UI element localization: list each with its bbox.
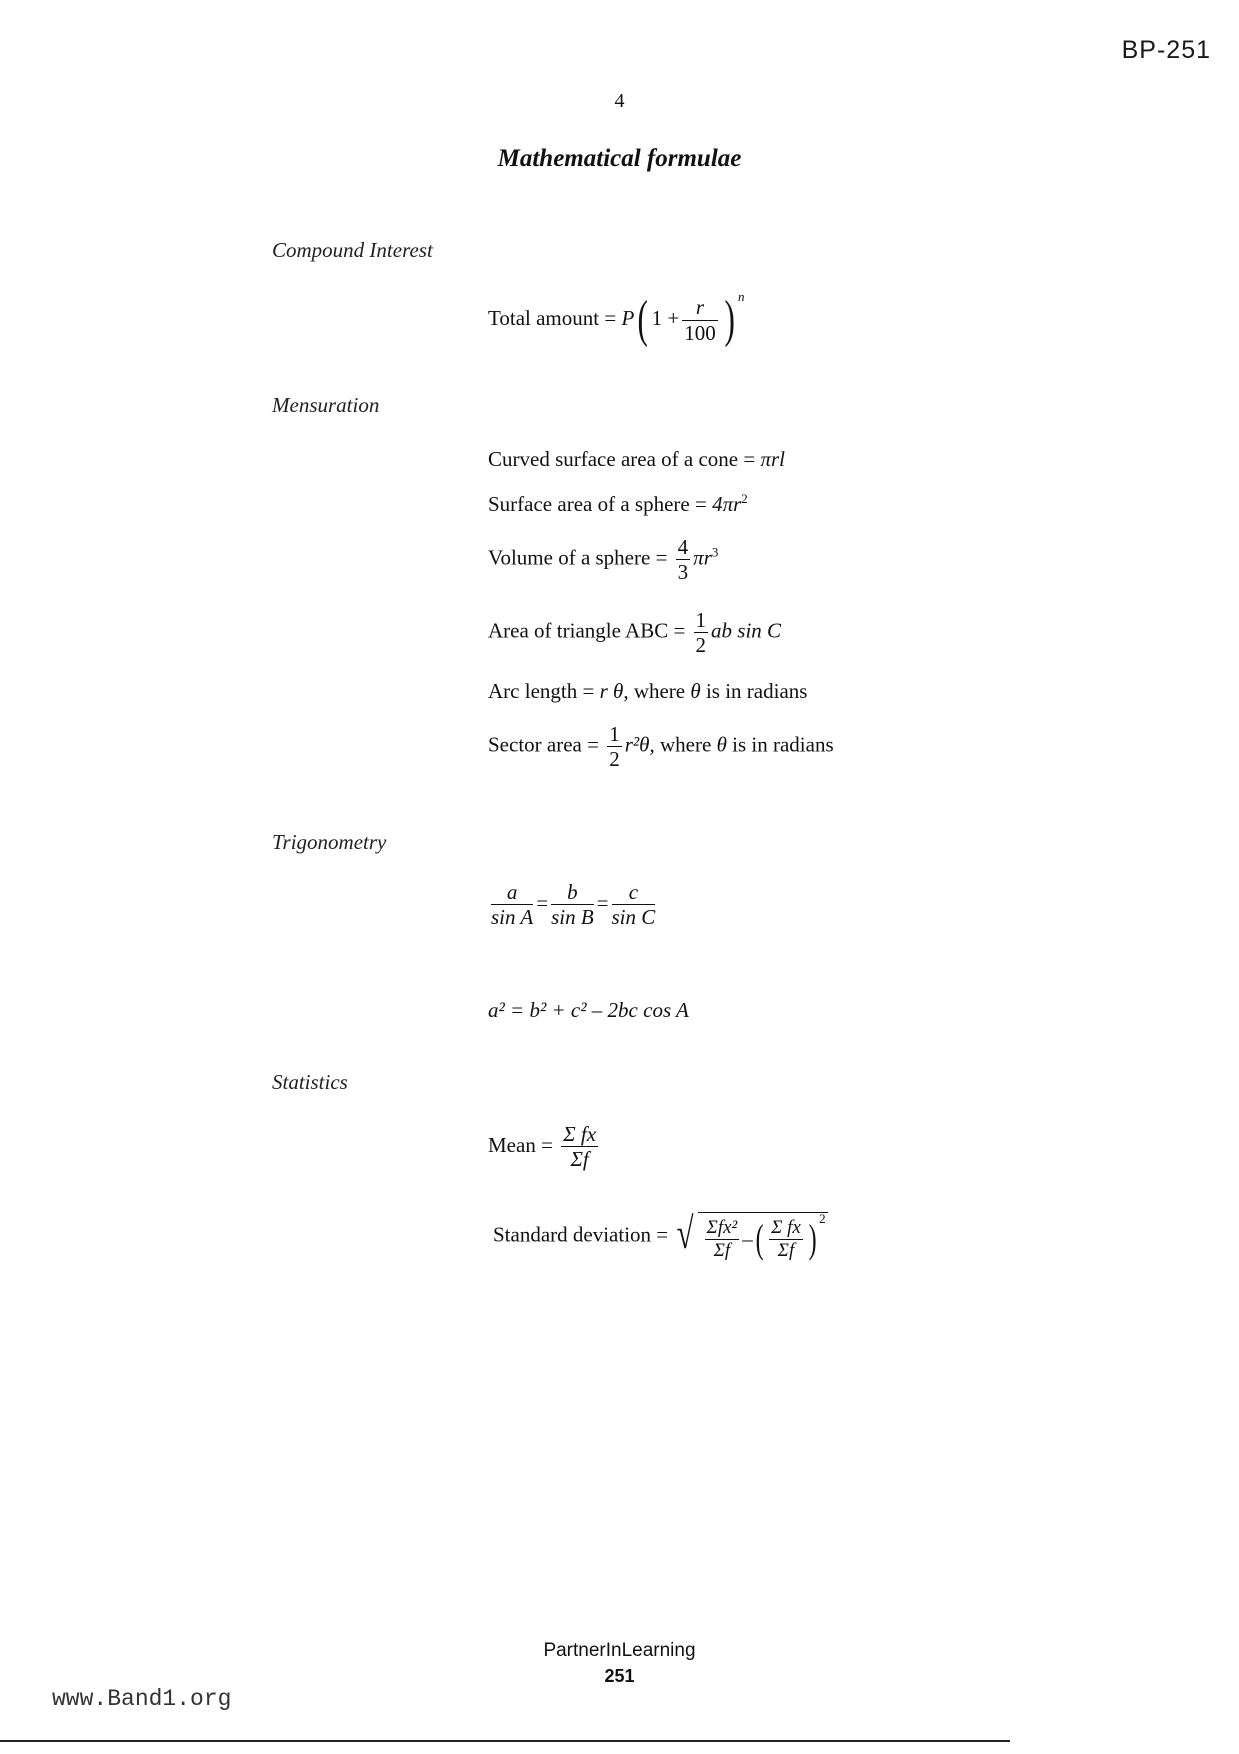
formula-expression: 4πr [712,492,742,516]
formula-expression: a² = b² + c² – 2bc cos A [488,998,689,1022]
formula-cone [488,447,785,472]
formula-text: Sector area = [488,732,599,757]
document-code: BP-251 [1121,36,1211,64]
fraction-half [694,608,709,657]
numerator: b [567,880,578,904]
fraction-c-over-sinC [612,880,656,930]
denominator: sin A [491,905,534,930]
numerator: Σ fx [771,1217,801,1238]
footer-brand: PartnerInLearning [543,1640,696,1661]
formula-expression: r²θ [624,732,650,757]
formula-sphere-volume: Volume of a sphere = $\frac{4}{3}$ $\pi r^3$ [488,535,719,585]
formula-expression: πr [693,545,712,570]
left-paren: ( [637,291,649,348]
right-paren: ) [808,1216,817,1262]
exponent-n: n [738,288,745,304]
left-paren: ( [755,1216,764,1262]
formula-expression: r θ [599,679,624,703]
denominator: Σf [570,1147,589,1172]
minus-sign: – [742,1226,753,1251]
one-plus: 1 + [651,305,680,330]
formula-mean [488,1122,601,1172]
exponent-two: 2 [819,1211,826,1227]
where-text: , where [623,679,686,703]
formula-sphere-surface: Surface area of a sphere = $4\pi r^2$ [488,491,748,516]
equals-sign: = [596,890,609,915]
numerator: a [506,880,518,904]
denominator: 2 [695,633,707,658]
rate-fraction [682,295,718,344]
square-root [673,1209,827,1262]
fraction-four-thirds [676,535,691,584]
formula-label: Mean = [488,1132,553,1157]
formula-expression: πrl [760,447,785,471]
formula-expression: ab sin C [711,618,782,643]
hundred: 100 [684,320,716,345]
radians-text: is in radians [732,732,834,757]
numerator: 4 [677,535,689,559]
numerator: 1 [609,722,620,746]
right-paren: ) [724,291,735,348]
formula-label: Standard deviation = [493,1222,669,1247]
numerator: Σ fx [563,1122,597,1146]
formula-text: Surface area of a sphere = [488,492,707,516]
radical-sign: √ [677,1209,694,1258]
formula-sector-area [488,722,834,771]
theta-symbol: θ [690,679,701,703]
fraction-mean [561,1122,598,1172]
where-text: , where [649,732,712,757]
numerator: Σfx² [706,1217,738,1238]
denominator: 3 [677,560,689,585]
fraction-half [607,722,622,771]
formula-triangle-area [488,608,781,657]
numerator: c [628,880,639,904]
fraction-a-over-sinA [491,880,533,930]
equals-sign: = [536,890,549,915]
denominator: sin C [611,905,656,930]
principal-symbol: P [621,305,635,330]
denominator: sin B [551,905,594,930]
fraction-mean [769,1217,803,1262]
formula-sine-rule [488,880,658,930]
radians-text: is in radians [705,679,808,703]
formula-text: Arc length = [488,679,595,703]
rate-symbol: r [695,295,705,320]
formula-text: Curved surface area of a cone = [488,447,756,471]
section-heading-trigonometry: Trigonometry [272,830,387,854]
formula-cosine-rule [488,998,689,1023]
fraction-sum-fx2 [705,1217,740,1262]
section-heading-mensuration: Mensuration [272,393,380,417]
bottom-rule [0,1740,1010,1742]
page-title: Mathematical formulae [497,145,742,172]
page-number: 4 [614,90,625,112]
fraction-b-over-sinB [551,880,594,930]
denominator: 2 [609,747,620,772]
numerator: 1 [695,608,707,632]
formula-text: Area of triangle ABC = [488,618,686,643]
formula-label: Total amount = [488,305,617,330]
website-watermark: www.Band1.org [52,1686,232,1712]
formula-arc-length [488,679,807,704]
footer-page-number: 251 [604,1666,635,1686]
denominator: Σf [713,1239,731,1261]
section-heading-statistics: Statistics [272,1070,348,1094]
formula-standard-deviation [493,1209,828,1262]
formula-compound-interest [488,288,745,348]
formula-text: Volume of a sphere = [488,545,668,570]
section-heading-compound-interest: Compound Interest [272,238,433,262]
theta-symbol: θ [716,732,727,757]
denominator: Σf [777,1239,795,1261]
